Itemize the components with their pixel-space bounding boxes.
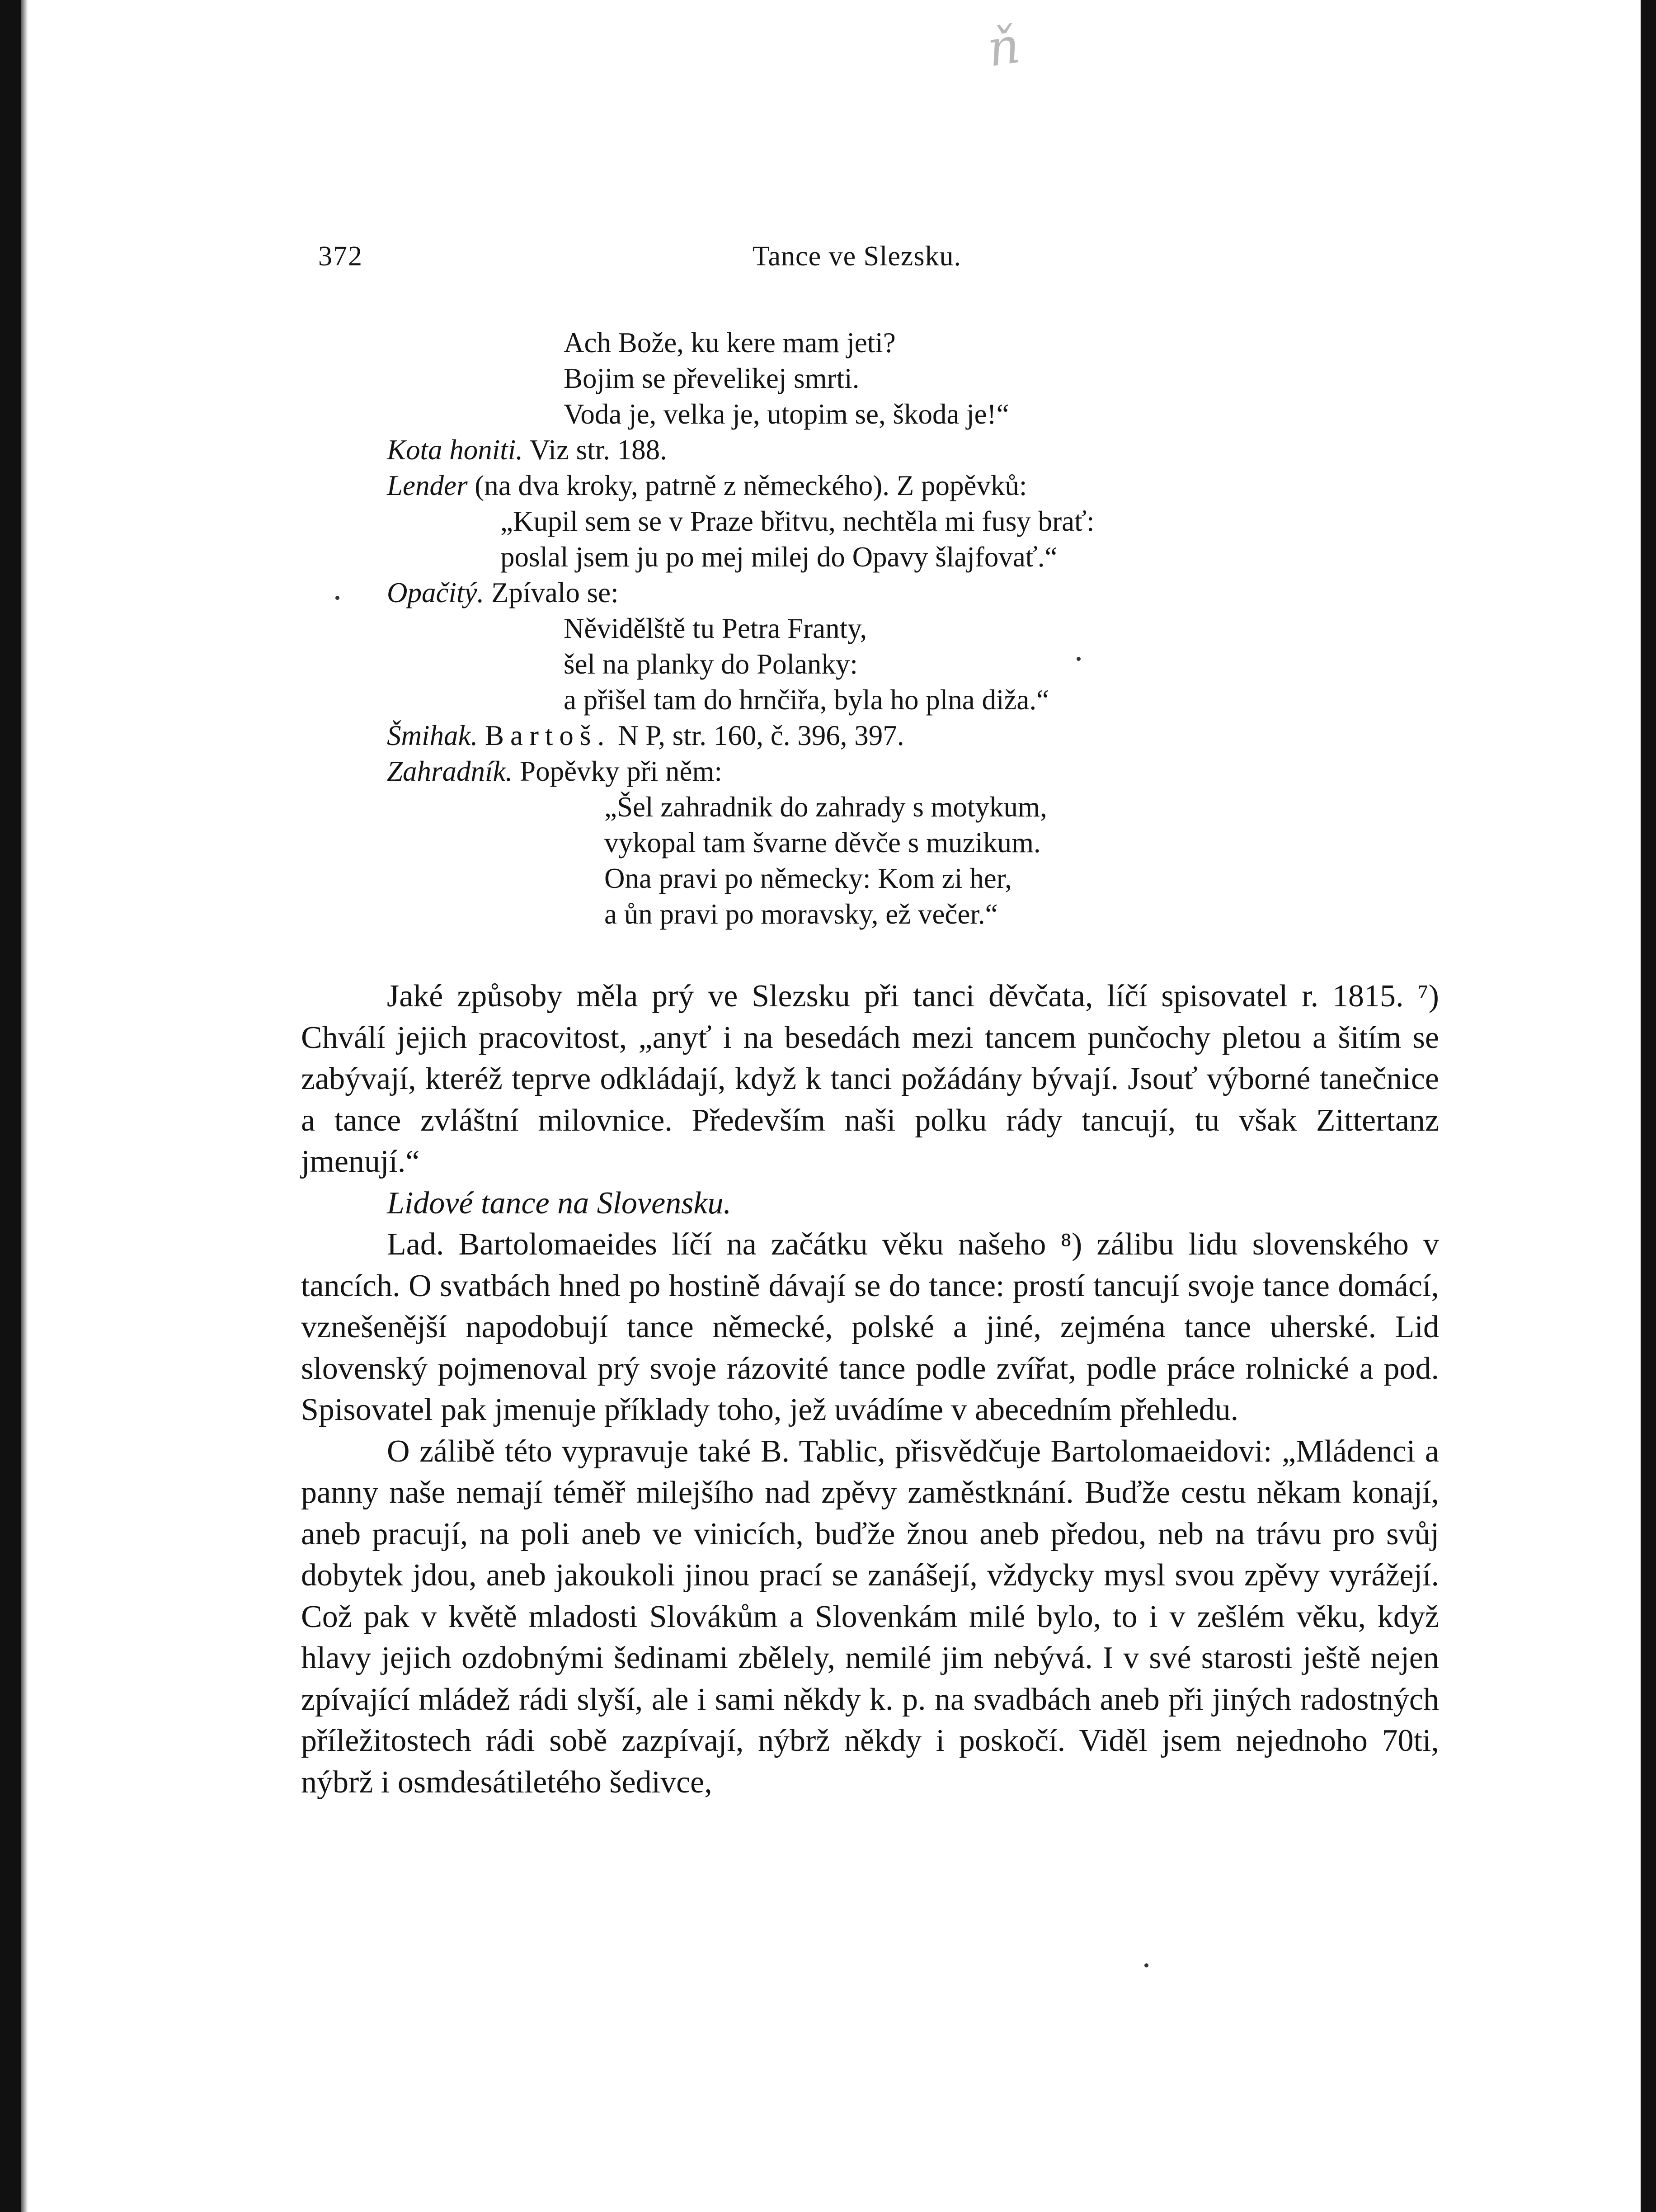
- dance-name: Opačitý.: [387, 577, 485, 608]
- verse-line: šel na planky do Polanky:: [564, 648, 858, 680]
- verse-line: a ůn pravi po moravsky, ež večer.“: [604, 898, 998, 930]
- verse-line: a přišel tam do hrnčiřa, byla ho plna diža.“: [564, 684, 1049, 716]
- paragraph: Jaké způsoby měla prý ve Slezsku při tanci děvčata, líčí spisovatel r. 1815. ⁷) Chválí jejich pracovitost, „anyť i na besedách mezi tancem punčochy pletou a šitím se zabývají, kteréž teprve odkládají, když k tanci požádány bývají. Jsouť výborné tanečnice a tance zvláštní milovnice. Především naši polku rády tancují, tu však Zittertanz jmenují.“: [301, 979, 1439, 1179]
- paragraph: O zálibě této vypravuje také B. Tablic, přisvědčuje Bartolomaeidovi: „Mládenci a panny naše nemají téměř milejšího nad zpěvy zaměstknání. Buďže cestu někam konají, aneb pracují, na poli aneb ve vinicích, buďže žnou aneb předou, neb na trávu pro svůj dobytek jdou, aneb jakoukoli jinou prací se zanášejí, vždycky mysl svou zpěvy vyrážejí. Což pak v květě mladosti Slovákům a Slovenkám milé bylo, to i v zešlém věku, když hlavy jejich ozdobnými šedinami zbělely, nemilé jim nebývá. I v své starosti ještě nejen zpívající mládež rádi slyší, ale i sami někdy k. p. na svadbách aneb při jiných radostných příležitostech rádi sobě zazpívají, nýbrž někdy i poskočí. Viděl jsem nejednoho 70ti, nýbrž i osmdesátiletého šedivce,: [301, 1434, 1439, 1800]
- verse-line: poslal jsem ju po mej milej do Opavy šlajfovať.“: [500, 541, 1058, 573]
- page-number: 372: [318, 241, 363, 272]
- verse-line: Ach Bože, ku kere mam jeti?: [564, 327, 896, 358]
- dance-entry: Lender (na dva kroky, patrně z německého). Z popěvků:: [387, 470, 1027, 501]
- body-text: [301, 976, 1439, 1803]
- author-name: Bartoš.: [485, 720, 611, 751]
- dance-entry: Zahradník. Popěvky při něm:: [387, 755, 722, 787]
- scan-speck: [1077, 657, 1081, 661]
- dance-entry: Opačitý. Zpívalo se:: [387, 577, 619, 608]
- section-heading: Lidové tance na Slovensku.: [387, 1185, 732, 1221]
- dance-entry: Šmihak. Bartoš. N P, str. 160, č. 396, 397.: [387, 720, 904, 751]
- page-title: Tance ve Slezsku.: [753, 241, 961, 272]
- verse-line: vykopal tam švarne děvče s muzikum.: [604, 827, 1041, 858]
- verse-line: Něvidělště tu Petra Franty,: [564, 613, 867, 644]
- running-head: [0, 241, 1656, 277]
- scan-speck: [335, 596, 339, 600]
- scan-border-left: [0, 0, 21, 2212]
- dance-entry: Kota honiti. Viz str. 188.: [387, 434, 667, 466]
- dance-name: Šmihak.: [387, 720, 478, 751]
- dance-name: Zahradník.: [387, 755, 513, 787]
- dance-name: Lender: [387, 470, 468, 501]
- dance-name: Kota honiti.: [387, 434, 523, 466]
- verse-line: „Šel zahradnik do zahrady s motykum,: [604, 791, 1047, 823]
- pencil-margin-note: ň: [983, 16, 1024, 78]
- verse-line: Voda je, velka je, utopim se, škoda je!“: [564, 398, 1009, 430]
- verse-line: „Kupil sem se v Praze břitvu, nechtěla mi fusy brať:: [500, 505, 1095, 537]
- verse-line: Bojim se převelikej smrti.: [564, 363, 860, 394]
- scan-speck: [1144, 1963, 1148, 1967]
- scan-border-right: [1641, 0, 1656, 2212]
- paragraph: Lad. Bartolomaeides líčí na začátku věku našeho ⁸) zálibu lidu slovenského v tancích. O svatbách hned po hostině dávají se do tance: prostí tancují svoje tance domácí, vznešenější napodobují tance německé, polské a jiné, zejména tance uherské. Lid slovenský pojmenoval prý svoje rázovité tance podle zvířat, podle práce rolnické a pod. Spisovatel pak jmenuje příklady toho, jež uvádíme v abecedním přehledu.: [301, 1227, 1439, 1427]
- verse-line: Ona pravi po německy: Kom zi her,: [604, 863, 1012, 894]
